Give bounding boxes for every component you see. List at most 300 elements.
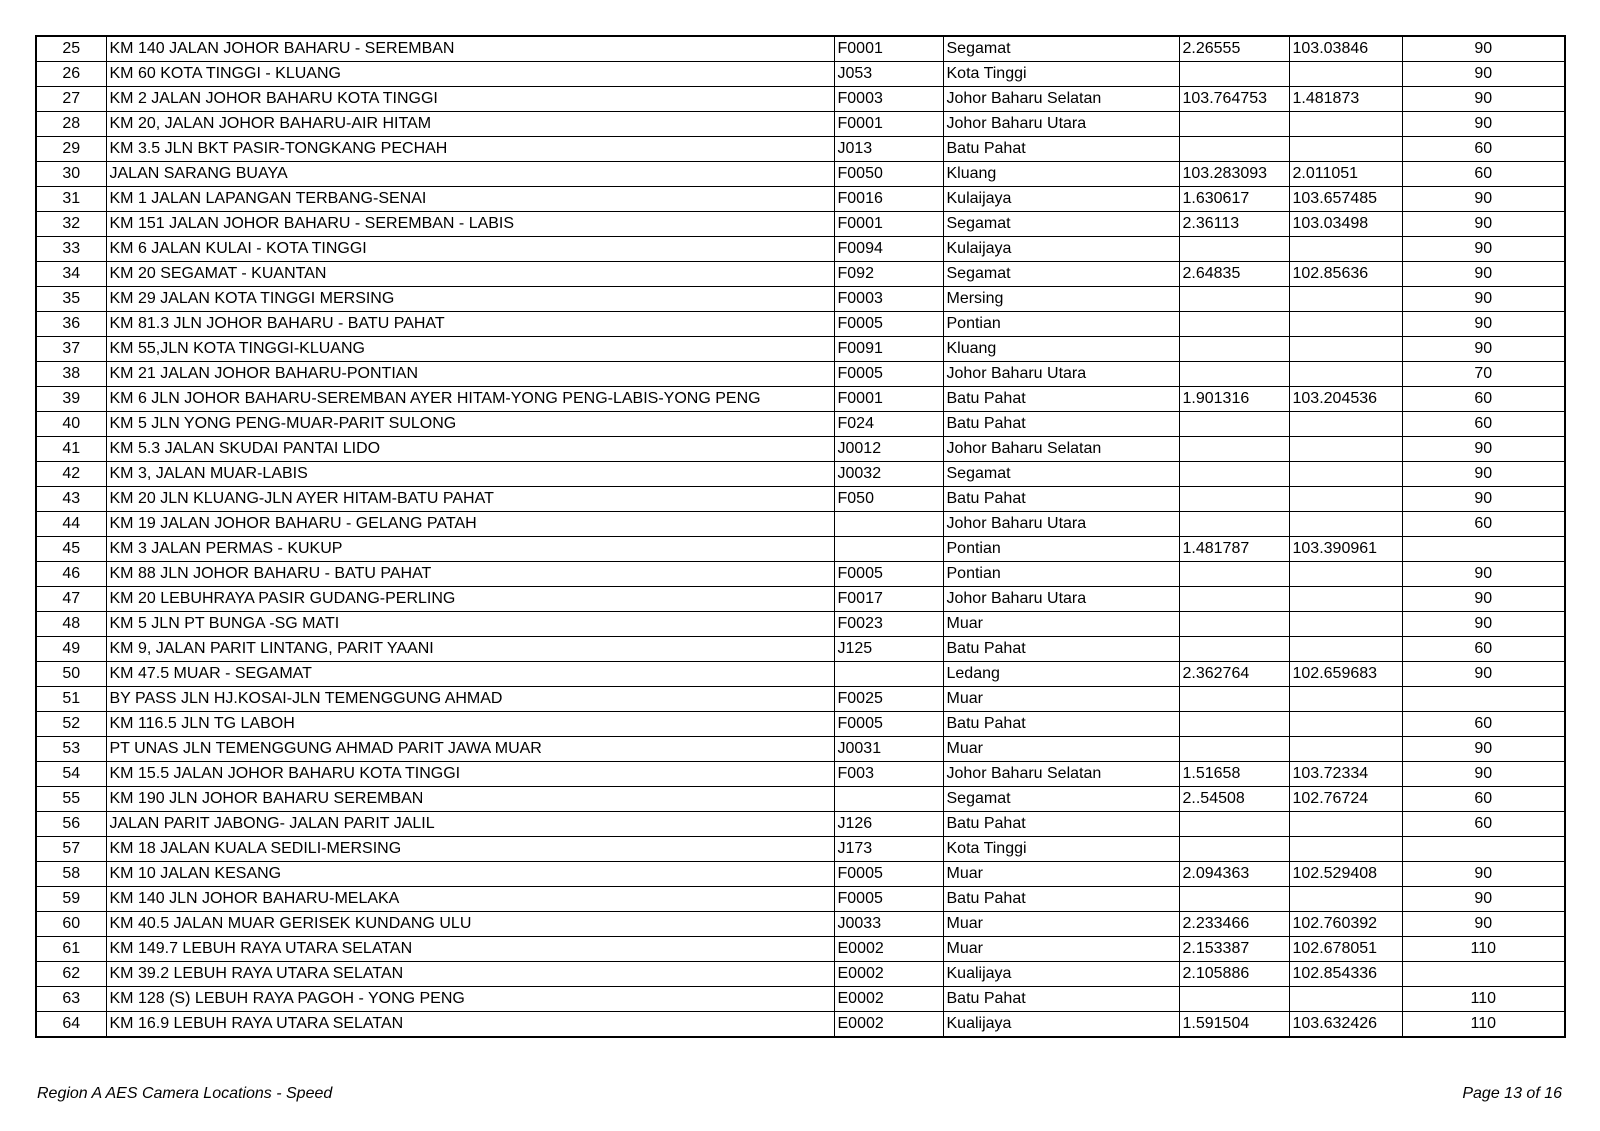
cell-coordinate-1 xyxy=(1179,637,1289,662)
cell-location: KM 140 JLN JOHOR BAHARU-MELAKA xyxy=(106,887,834,912)
cell-speed-limit: 60 xyxy=(1402,712,1565,737)
cell-route-code xyxy=(834,787,943,812)
cell-coordinate-2 xyxy=(1289,587,1402,612)
cell-route-code: F0003 xyxy=(834,87,943,112)
cell-location: KM 140 JALAN JOHOR BAHARU - SEREMBAN xyxy=(106,36,834,62)
cell-location: KM 81.3 JLN JOHOR BAHARU - BATU PAHAT xyxy=(106,312,834,337)
cell-speed-limit: 70 xyxy=(1402,362,1565,387)
table-row xyxy=(36,562,1565,587)
cell-route-code: F0094 xyxy=(834,237,943,262)
table-row xyxy=(36,412,1565,437)
cell-coordinate-1: 2.105886 xyxy=(1179,962,1289,987)
cell-coordinate-2 xyxy=(1289,237,1402,262)
table-row xyxy=(36,312,1565,337)
cell-location: KM 18 JALAN KUALA SEDILI-MERSING xyxy=(106,837,834,862)
cell-route-code: F0050 xyxy=(834,162,943,187)
cell-coordinate-2 xyxy=(1289,887,1402,912)
table-row xyxy=(36,212,1565,237)
table-row xyxy=(36,587,1565,612)
cell-number: 41 xyxy=(36,437,106,462)
cell-district: Batu Pahat xyxy=(943,812,1179,837)
cell-district: Batu Pahat xyxy=(943,487,1179,512)
cell-district: Segamat xyxy=(943,787,1179,812)
cell-coordinate-2: 1.481873 xyxy=(1289,87,1402,112)
cell-route-code: F024 xyxy=(834,412,943,437)
cell-number: 43 xyxy=(36,487,106,512)
cell-location: KM 55,JLN KOTA TINGGI-KLUANG xyxy=(106,337,834,362)
cell-district: Johor Baharu Selatan xyxy=(943,762,1179,787)
cell-district: Muar xyxy=(943,737,1179,762)
cell-route-code: J125 xyxy=(834,637,943,662)
table-row xyxy=(36,937,1565,962)
cell-speed-limit: 90 xyxy=(1402,237,1565,262)
cell-coordinate-2: 102.659683 xyxy=(1289,662,1402,687)
cell-route-code: J0012 xyxy=(834,437,943,462)
cell-route-code: F0017 xyxy=(834,587,943,612)
cell-speed-limit: 90 xyxy=(1402,462,1565,487)
cell-location: KM 2 JALAN JOHOR BAHARU KOTA TINGGI xyxy=(106,87,834,112)
table-row xyxy=(36,237,1565,262)
cell-number: 33 xyxy=(36,237,106,262)
cell-speed-limit: 60 xyxy=(1402,162,1565,187)
cell-coordinate-2 xyxy=(1289,487,1402,512)
cell-coordinate-1: 2.64835 xyxy=(1179,262,1289,287)
cell-speed-limit: 90 xyxy=(1402,887,1565,912)
table-row xyxy=(36,187,1565,212)
cell-district: Johor Baharu Selatan xyxy=(943,437,1179,462)
cell-coordinate-2 xyxy=(1289,412,1402,437)
table-row xyxy=(36,362,1565,387)
cell-coordinate-2 xyxy=(1289,562,1402,587)
cell-number: 32 xyxy=(36,212,106,237)
table-row xyxy=(36,112,1565,137)
table-row xyxy=(36,36,1565,62)
cell-district: Batu Pahat xyxy=(943,412,1179,437)
cell-speed-limit: 90 xyxy=(1402,187,1565,212)
cell-location: PT UNAS JLN TEMENGGUNG AHMAD PARIT JAWA MUAR xyxy=(106,737,834,762)
cell-coordinate-2 xyxy=(1289,737,1402,762)
cell-location: KM 20 JLN KLUANG-JLN AYER HITAM-BATU PAHAT xyxy=(106,487,834,512)
cell-number: 39 xyxy=(36,387,106,412)
cell-district: Johor Baharu Utara xyxy=(943,362,1179,387)
cell-location: KM 20, JALAN JOHOR BAHARU-AIR HITAM xyxy=(106,112,834,137)
cell-route-code: F0005 xyxy=(834,562,943,587)
cell-coordinate-2: 102.760392 xyxy=(1289,912,1402,937)
table-row xyxy=(36,387,1565,412)
table-row xyxy=(36,337,1565,362)
cell-route-code xyxy=(834,537,943,562)
table-row xyxy=(36,662,1565,687)
table-row xyxy=(36,287,1565,312)
cell-route-code: F0023 xyxy=(834,612,943,637)
cell-coordinate-1 xyxy=(1179,337,1289,362)
cell-coordinate-1 xyxy=(1179,587,1289,612)
cell-coordinate-2: 103.390961 xyxy=(1289,537,1402,562)
cell-route-code: E0002 xyxy=(834,962,943,987)
cell-coordinate-2 xyxy=(1289,837,1402,862)
cell-coordinate-2: 103.657485 xyxy=(1289,187,1402,212)
cell-district: Kluang xyxy=(943,337,1179,362)
table-row xyxy=(36,162,1565,187)
cell-number: 44 xyxy=(36,512,106,537)
cell-speed-limit xyxy=(1402,537,1565,562)
cell-route-code: E0002 xyxy=(834,987,943,1012)
cell-route-code: F0005 xyxy=(834,312,943,337)
cell-number: 53 xyxy=(36,737,106,762)
table-row xyxy=(36,262,1565,287)
cell-speed-limit: 90 xyxy=(1402,312,1565,337)
cell-route-code: J126 xyxy=(834,812,943,837)
cell-coordinate-2 xyxy=(1289,462,1402,487)
cell-speed-limit: 90 xyxy=(1402,87,1565,112)
cell-location: KM 128 (S) LEBUH RAYA PAGOH - YONG PENG xyxy=(106,987,834,1012)
table-body xyxy=(36,36,1565,1037)
cell-district: Pontian xyxy=(943,312,1179,337)
cell-number: 62 xyxy=(36,962,106,987)
cell-district: Ledang xyxy=(943,662,1179,687)
cell-district: Segamat xyxy=(943,262,1179,287)
cell-coordinate-2 xyxy=(1289,712,1402,737)
cell-coordinate-2: 103.03498 xyxy=(1289,212,1402,237)
cell-coordinate-2 xyxy=(1289,362,1402,387)
table-row xyxy=(36,737,1565,762)
cell-location: KM 19 JALAN JOHOR BAHARU - GELANG PATAH xyxy=(106,512,834,537)
cell-speed-limit: 90 xyxy=(1402,762,1565,787)
cell-coordinate-1 xyxy=(1179,412,1289,437)
cell-route-code: F003 xyxy=(834,762,943,787)
cell-route-code: J0032 xyxy=(834,462,943,487)
footer-document-title: Region A AES Camera Locations - Speed xyxy=(37,1085,333,1102)
cell-district: Segamat xyxy=(943,36,1179,62)
cell-coordinate-2: 102.529408 xyxy=(1289,862,1402,887)
cell-district: Batu Pahat xyxy=(943,137,1179,162)
cell-coordinate-2 xyxy=(1289,687,1402,712)
table-row xyxy=(36,962,1565,987)
cell-speed-limit: 90 xyxy=(1402,912,1565,937)
cell-number: 59 xyxy=(36,887,106,912)
cell-coordinate-1 xyxy=(1179,137,1289,162)
cell-district: Batu Pahat xyxy=(943,712,1179,737)
cell-district: Batu Pahat xyxy=(943,637,1179,662)
cell-coordinate-1: 1.591504 xyxy=(1179,1012,1289,1038)
cell-speed-limit: 60 xyxy=(1402,637,1565,662)
cell-coordinate-1 xyxy=(1179,237,1289,262)
cell-district: Kulaijaya xyxy=(943,187,1179,212)
cell-speed-limit: 90 xyxy=(1402,62,1565,87)
cell-speed-limit: 90 xyxy=(1402,212,1565,237)
cell-route-code: F0025 xyxy=(834,687,943,712)
cell-coordinate-1 xyxy=(1179,687,1289,712)
cell-number: 28 xyxy=(36,112,106,137)
cell-location: KM 47.5 MUAR - SEGAMAT xyxy=(106,662,834,687)
cell-location: KM 1 JALAN LAPANGAN TERBANG-SENAI xyxy=(106,187,834,212)
cell-district: Kluang xyxy=(943,162,1179,187)
cell-route-code: F0001 xyxy=(834,212,943,237)
cell-district: Muar xyxy=(943,937,1179,962)
cell-coordinate-2: 102.85636 xyxy=(1289,262,1402,287)
cell-coordinate-2 xyxy=(1289,337,1402,362)
cell-coordinate-1 xyxy=(1179,512,1289,537)
cell-speed-limit xyxy=(1402,962,1565,987)
cell-number: 30 xyxy=(36,162,106,187)
cell-location: KM 10 JALAN KESANG xyxy=(106,862,834,887)
cell-number: 57 xyxy=(36,837,106,862)
cell-number: 38 xyxy=(36,362,106,387)
cell-route-code: J0031 xyxy=(834,737,943,762)
cell-location: KM 20 LEBUHRAYA PASIR GUDANG-PERLING xyxy=(106,587,834,612)
cell-speed-limit: 90 xyxy=(1402,36,1565,62)
cell-route-code: F050 xyxy=(834,487,943,512)
cell-coordinate-1 xyxy=(1179,737,1289,762)
cell-coordinate-2: 103.72334 xyxy=(1289,762,1402,787)
cell-number: 42 xyxy=(36,462,106,487)
cell-location: KM 5.3 JALAN SKUDAI PANTAI LIDO xyxy=(106,437,834,462)
table-row xyxy=(36,687,1565,712)
cell-location: KM 6 JALAN KULAI - KOTA TINGGI xyxy=(106,237,834,262)
cell-route-code: F0005 xyxy=(834,862,943,887)
cell-route-code: F0001 xyxy=(834,387,943,412)
cell-coordinate-2: 103.632426 xyxy=(1289,1012,1402,1038)
cell-coordinate-1 xyxy=(1179,987,1289,1012)
cell-number: 27 xyxy=(36,87,106,112)
cell-district: Segamat xyxy=(943,462,1179,487)
cell-number: 63 xyxy=(36,987,106,1012)
cell-coordinate-2 xyxy=(1289,312,1402,337)
cell-speed-limit xyxy=(1402,837,1565,862)
cell-coordinate-1 xyxy=(1179,712,1289,737)
cell-route-code: E0002 xyxy=(834,937,943,962)
cell-number: 50 xyxy=(36,662,106,687)
cell-number: 26 xyxy=(36,62,106,87)
cell-location: KM 60 KOTA TINGGI - KLUANG xyxy=(106,62,834,87)
cell-number: 45 xyxy=(36,537,106,562)
table-row xyxy=(36,437,1565,462)
cell-district: Batu Pahat xyxy=(943,387,1179,412)
cell-district: Pontian xyxy=(943,537,1179,562)
cell-location: KM 3.5 JLN BKT PASIR-TONGKANG PECHAH xyxy=(106,137,834,162)
footer-page-number: Page 13 of 16 xyxy=(1462,1085,1562,1102)
cell-coordinate-1 xyxy=(1179,287,1289,312)
camera-locations-table xyxy=(35,35,1566,1038)
cell-speed-limit: 90 xyxy=(1402,262,1565,287)
cell-coordinate-1: 1.481787 xyxy=(1179,537,1289,562)
table-row xyxy=(36,812,1565,837)
cell-speed-limit: 90 xyxy=(1402,662,1565,687)
cell-coordinate-2 xyxy=(1289,637,1402,662)
cell-number: 25 xyxy=(36,36,106,62)
table-row xyxy=(36,87,1565,112)
cell-speed-limit: 90 xyxy=(1402,487,1565,512)
cell-route-code: J0033 xyxy=(834,912,943,937)
cell-number: 61 xyxy=(36,937,106,962)
cell-location: KM 9, JALAN PARIT LINTANG, PARIT YAANI xyxy=(106,637,834,662)
cell-coordinate-1 xyxy=(1179,612,1289,637)
cell-district: Pontian xyxy=(943,562,1179,587)
cell-coordinate-2: 2.011051 xyxy=(1289,162,1402,187)
cell-district: Muar xyxy=(943,912,1179,937)
cell-route-code xyxy=(834,662,943,687)
cell-coordinate-1: 2.36113 xyxy=(1179,212,1289,237)
cell-coordinate-2 xyxy=(1289,612,1402,637)
cell-coordinate-1: 2.153387 xyxy=(1179,937,1289,962)
cell-number: 36 xyxy=(36,312,106,337)
table-row xyxy=(36,512,1565,537)
cell-route-code: J013 xyxy=(834,137,943,162)
table-row xyxy=(36,837,1565,862)
cell-district: Kualijaya xyxy=(943,962,1179,987)
cell-number: 37 xyxy=(36,337,106,362)
cell-coordinate-2: 102.854336 xyxy=(1289,962,1402,987)
cell-route-code: J173 xyxy=(834,837,943,862)
cell-district: Johor Baharu Utara xyxy=(943,112,1179,137)
cell-speed-limit: 90 xyxy=(1402,337,1565,362)
cell-number: 51 xyxy=(36,687,106,712)
cell-location: KM 15.5 JALAN JOHOR BAHARU KOTA TINGGI xyxy=(106,762,834,787)
table-row xyxy=(36,1012,1565,1038)
cell-location: KM 151 JALAN JOHOR BAHARU - SEREMBAN - LABIS xyxy=(106,212,834,237)
cell-coordinate-2 xyxy=(1289,137,1402,162)
cell-coordinate-2 xyxy=(1289,287,1402,312)
cell-coordinate-1: 1.630617 xyxy=(1179,187,1289,212)
cell-coordinate-1 xyxy=(1179,112,1289,137)
cell-route-code: F0016 xyxy=(834,187,943,212)
table-row xyxy=(36,612,1565,637)
table-row xyxy=(36,887,1565,912)
cell-route-code: F0091 xyxy=(834,337,943,362)
cell-district: Mersing xyxy=(943,287,1179,312)
cell-number: 35 xyxy=(36,287,106,312)
cell-number: 55 xyxy=(36,787,106,812)
cell-district: Batu Pahat xyxy=(943,887,1179,912)
cell-speed-limit: 60 xyxy=(1402,387,1565,412)
cell-coordinate-2: 103.03846 xyxy=(1289,36,1402,62)
cell-number: 56 xyxy=(36,812,106,837)
cell-number: 52 xyxy=(36,712,106,737)
cell-location: KM 5 JLN YONG PENG-MUAR-PARIT SULONG xyxy=(106,412,834,437)
cell-district: Johor Baharu Utara xyxy=(943,512,1179,537)
cell-speed-limit: 90 xyxy=(1402,612,1565,637)
cell-coordinate-1: 2.362764 xyxy=(1179,662,1289,687)
cell-number: 46 xyxy=(36,562,106,587)
cell-coordinate-1 xyxy=(1179,62,1289,87)
cell-coordinate-1: 2.26555 xyxy=(1179,36,1289,62)
table-row xyxy=(36,537,1565,562)
table-row xyxy=(36,637,1565,662)
cell-coordinate-1 xyxy=(1179,837,1289,862)
cell-speed-limit: 110 xyxy=(1402,937,1565,962)
cell-coordinate-2: 102.76724 xyxy=(1289,787,1402,812)
cell-speed-limit: 90 xyxy=(1402,437,1565,462)
cell-district: Muar xyxy=(943,687,1179,712)
cell-route-code: F0005 xyxy=(834,712,943,737)
table-row xyxy=(36,912,1565,937)
cell-district: Kulaijaya xyxy=(943,237,1179,262)
cell-speed-limit: 90 xyxy=(1402,562,1565,587)
cell-coordinate-2 xyxy=(1289,437,1402,462)
table-row xyxy=(36,787,1565,812)
cell-district: Kota Tinggi xyxy=(943,62,1179,87)
cell-speed-limit: 110 xyxy=(1402,987,1565,1012)
cell-coordinate-2 xyxy=(1289,812,1402,837)
table-row xyxy=(36,462,1565,487)
cell-speed-limit: 60 xyxy=(1402,787,1565,812)
cell-speed-limit: 60 xyxy=(1402,412,1565,437)
cell-coordinate-2 xyxy=(1289,512,1402,537)
cell-location: KM 149.7 LEBUH RAYA UTARA SELATAN xyxy=(106,937,834,962)
cell-route-code: F0003 xyxy=(834,287,943,312)
cell-coordinate-2: 102.678051 xyxy=(1289,937,1402,962)
cell-location: KM 39.2 LEBUH RAYA UTARA SELATAN xyxy=(106,962,834,987)
cell-coordinate-1: 103.283093 xyxy=(1179,162,1289,187)
cell-speed-limit: 60 xyxy=(1402,137,1565,162)
cell-location: JALAN SARANG BUAYA xyxy=(106,162,834,187)
cell-coordinate-1 xyxy=(1179,812,1289,837)
cell-speed-limit xyxy=(1402,687,1565,712)
cell-number: 47 xyxy=(36,587,106,612)
cell-coordinate-1 xyxy=(1179,312,1289,337)
cell-location: KM 3 JALAN PERMAS - KUKUP xyxy=(106,537,834,562)
cell-district: Johor Baharu Selatan xyxy=(943,87,1179,112)
cell-coordinate-1 xyxy=(1179,437,1289,462)
cell-location: JALAN PARIT JABONG- JALAN PARIT JALIL xyxy=(106,812,834,837)
cell-location: KM 3, JALAN MUAR-LABIS xyxy=(106,462,834,487)
cell-route-code xyxy=(834,512,943,537)
cell-speed-limit: 90 xyxy=(1402,112,1565,137)
cell-speed-limit: 90 xyxy=(1402,862,1565,887)
cell-location: KM 16.9 LEBUH RAYA UTARA SELATAN xyxy=(106,1012,834,1038)
table-row xyxy=(36,62,1565,87)
cell-district: Kota Tinggi xyxy=(943,837,1179,862)
cell-route-code: F0005 xyxy=(834,887,943,912)
cell-coordinate-1: 2.233466 xyxy=(1179,912,1289,937)
cell-number: 48 xyxy=(36,612,106,637)
cell-coordinate-1 xyxy=(1179,362,1289,387)
cell-speed-limit: 90 xyxy=(1402,737,1565,762)
cell-location: KM 21 JALAN JOHOR BAHARU-PONTIAN xyxy=(106,362,834,387)
cell-location: KM 5 JLN PT BUNGA -SG MATI xyxy=(106,612,834,637)
table-row xyxy=(36,862,1565,887)
cell-number: 31 xyxy=(36,187,106,212)
cell-coordinate-1 xyxy=(1179,562,1289,587)
cell-location: BY PASS JLN HJ.KOSAI-JLN TEMENGGUNG AHMAD xyxy=(106,687,834,712)
cell-coordinate-2 xyxy=(1289,62,1402,87)
cell-route-code: F092 xyxy=(834,262,943,287)
cell-speed-limit: 90 xyxy=(1402,287,1565,312)
cell-district: Kualijaya xyxy=(943,1012,1179,1038)
table-row xyxy=(36,762,1565,787)
cell-speed-limit: 90 xyxy=(1402,587,1565,612)
cell-coordinate-1: 2..54508 xyxy=(1179,787,1289,812)
table-row xyxy=(36,987,1565,1012)
cell-number: 29 xyxy=(36,137,106,162)
table-row xyxy=(36,487,1565,512)
cell-coordinate-1: 2.094363 xyxy=(1179,862,1289,887)
cell-speed-limit: 110 xyxy=(1402,1012,1565,1038)
cell-number: 60 xyxy=(36,912,106,937)
cell-coordinate-1 xyxy=(1179,487,1289,512)
cell-district: Johor Baharu Utara xyxy=(943,587,1179,612)
cell-location: KM 29 JALAN KOTA TINGGI MERSING xyxy=(106,287,834,312)
cell-district: Batu Pahat xyxy=(943,987,1179,1012)
cell-location: KM 88 JLN JOHOR BAHARU - BATU PAHAT xyxy=(106,562,834,587)
cell-coordinate-1: 1.51658 xyxy=(1179,762,1289,787)
cell-coordinate-1: 103.764753 xyxy=(1179,87,1289,112)
cell-coordinate-2 xyxy=(1289,987,1402,1012)
cell-coordinate-1: 1.901316 xyxy=(1179,387,1289,412)
cell-number: 34 xyxy=(36,262,106,287)
cell-location: KM 20 SEGAMAT - KUANTAN xyxy=(106,262,834,287)
cell-speed-limit: 60 xyxy=(1402,812,1565,837)
